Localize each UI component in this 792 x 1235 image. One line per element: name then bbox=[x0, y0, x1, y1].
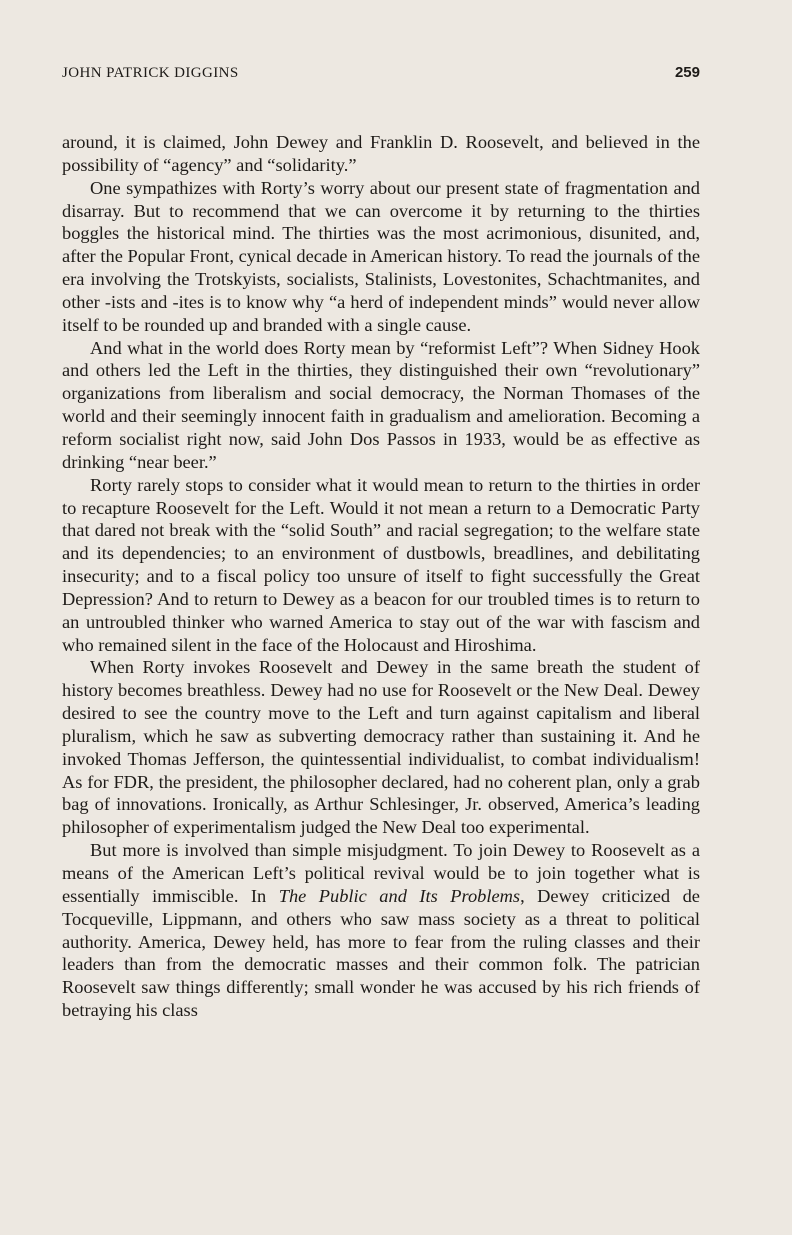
page-number: 259 bbox=[674, 64, 700, 81]
paragraph-text: , Dewey criticized de Tocqueville, Lippmann, and others who saw mass society as a threat to political authority. America, Dewey held, has more to fear from the ruling classes and their leaders than from the democratic masses and their common folk. The patrician Roosevelt saw things differently; small wonder he was accused by his rich friends of betraying his class bbox=[62, 885, 700, 1021]
paragraph-continuation: around, it is claimed, John Dewey and Franklin D. Roosevelt, and believed in the possibility of “agency” and “solidarity.” bbox=[62, 132, 700, 175]
paragraph: And what in the world does Rorty mean by “reformist Left”? When Sidney Hook and others led the Left in the thirties, they distinguished their own “revolutionary” organizations from liberalism and social democracy, the Norman Thomases of the world and their seemingly innocent faith in gradualism and amelioration. Becoming a reform socialist right now, said John Dos Passos in 1933, would be as effective as drinking “near beer.” bbox=[62, 337, 700, 472]
running-head: JOHN PATRICK DIGGINS bbox=[62, 65, 239, 81]
paragraph-text: But more is involved than simple misjudgment. To join Dewey to Roosevelt as a means of the American Left’s political revival would be to join together what is essentially immiscible. In bbox=[62, 840, 700, 906]
book-title: The Public and Its Problems bbox=[278, 885, 521, 906]
body-text bbox=[62, 131, 700, 1022]
paragraph: Rorty rarely stops to consider what it would mean to return to the thirties in order to recapture Roosevelt for the Left. Would it not mean a return to a Democratic Party that dared not break with the “solid South” and racial segregation; to the welfare state and its dependencies; to an environment of dustbowls, breadlines, and debilitating insecurity; and to a fiscal policy too unsure of itself to fight successfully the Great Depression? And to return to Dewey as a beacon for our troubled times is to return to an untroubled thinker who warned America to stay out of the war with fascism and who remained silent in the face of the Holocaust and Hiroshima. bbox=[62, 474, 700, 655]
page-header bbox=[62, 64, 700, 86]
paragraph: When Rorty invokes Roosevelt and Dewey in the same breath the student of history becomes breathless. Dewey had no use for Roosevelt or the New Deal. Dewey desired to see the country move to the Left and turn against capitalism and liberal pluralism, which he saw as subverting democracy rather than sustaining it. And he invoked Thomas Jefferson, the quintessential individualist, to combat individualism! As for FDR, the president, the philosopher declared, had no coherent plan, only a grab bag of innovations. Ironically, as Arthur Schlesinger, Jr. observed, America’s leading philosopher of experimentalism judged the New Deal too experimental. bbox=[62, 657, 700, 838]
paragraph bbox=[62, 839, 700, 1022]
paragraph: One sympathizes with Rorty’s worry about our present state of fragmentation and disarray. But to recommend that we can overcome it by returning to the thirties boggles the historical mind. The thirties was the most acrimonious, disunited, and, after the Popular Front, cynical decade in American history. To read the journals of the era involving the Trotskyists, socialists, Stalinists, Lovestonites, Schachtmanites, and other -ists and -ites is to know why “a herd of independent minds” would never allow itself to be rounded up and branded with a single cause. bbox=[62, 177, 700, 335]
